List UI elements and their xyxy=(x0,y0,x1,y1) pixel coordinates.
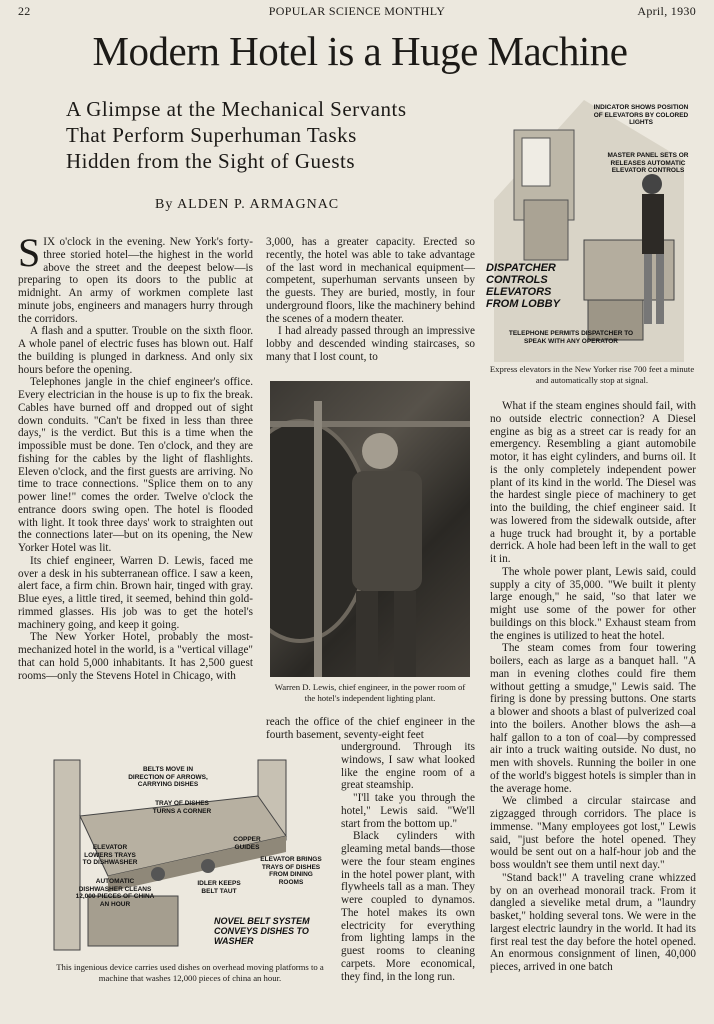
col3-paragraph: The whole power plant, Lewis said, could supply a city of 35,000. "We built it plenty large enough," he said, "so that later we might use some of the power for other buildings on this block." Exhaust steam from the engines is utilized to heat the hotel. xyxy=(490,565,696,642)
label-elevator-lowers: ELEVATOR LOWERS TRAYS TO DISHWASHER xyxy=(82,844,138,866)
page-number: 22 xyxy=(18,4,31,18)
column-2-continued xyxy=(266,716,475,742)
label-dispatcher: DISPATCHER CONTROLS ELEVATORS FROM LOBBY xyxy=(486,262,560,310)
mid-paragraph: underground. Through its windows, I saw what looked like the engine room of a great steamship. xyxy=(341,741,475,792)
col1-paragraph: Its chief engineer, Warren D. Lewis, faced me over a desk in his subterranean office. I saw a keen, alert face, a firm chin. Brown hair, tinged with gray. Blue eyes, a little tired, it seemed, behind thin gold-rimmed glasses. His job was to get the hotel's machinery going, and keep it going. xyxy=(18,554,253,631)
subtitle-line: A Glimpse at the Mechanical Servants xyxy=(66,97,407,121)
label-telephone: TELEPHONE PERMITS DISPATCHER TO SPEAK WITH ANY OPERATOR xyxy=(508,330,634,345)
col1-paragraph: Telephones jangle in the chief engineer's office. Every electrician in the house is up to fix the break. Cables have burned off and dropped out of sight down conduits. "Can't be fixed in less than three days," is the verdict. But this is a time when the impossible must be done. Ten o'clock, and they are fishing for the cables by the light of flashlights. Eleven o'clock, and the first guests are arriving. No time to trace connections. "Splice them on to any power line!" comes the order. Twelve o'clock the entrance doors swing open. The hotel is flooded with light. It took three days' work to straighten out the connections later—but on its opening, the New Yorker Hotel was lit. xyxy=(18,376,253,554)
belt-caption: This ingenious device carries used dishes on overhead moving platforms to a machine that washes 12,000 pieces of china an hour. xyxy=(56,962,324,983)
col3-paragraph: We climbed a circular staircase and zigzagged through corridors. The place is immense. "Many employees got lost," Lewis said, "just before the hotel opened. They would be sent out on a half-hour job and the boss wouldn't see them until next day." xyxy=(490,795,696,871)
engineer-photo-icon xyxy=(270,381,470,677)
column-middle xyxy=(341,741,475,983)
label-idler: IDLER KEEPS BELT TAUT xyxy=(197,880,241,895)
issue-date: April, 1930 xyxy=(637,4,696,18)
label-indicator: INDICATOR SHOWS POSITION OF ELEVATORS BY COLORED LIGHTS xyxy=(593,104,689,126)
col2-paragraph: 3,000, has a greater capacity. Erected so recently, the hotel was able to take advantage of the last word in mechanical equipment—competent, superhuman servants unseen by the guests. They are buried, mostly, in four underground floors, like the machinery behind the scenes of a modern theater. xyxy=(266,236,475,325)
drop-cap: S xyxy=(18,230,41,275)
label-tray: TRAY OF DISHES TURNS A CORNER xyxy=(152,800,212,815)
label-novel-belt: NOVEL BELT SYSTEM CONVEYS DISHES TO WASHER xyxy=(214,916,310,946)
label-automatic-dishwasher: AUTOMATIC DISHWASHER CLEANS 12,000 PIECES OF CHINA AN HOUR xyxy=(75,878,155,908)
col2-paragraph: I had already passed through an impressive lobby and descended winding staircases, so many that I lost count, to xyxy=(266,325,475,363)
label-master-panel: MASTER PANEL SETS OR RELEASES AUTOMATIC ELEVATOR CONTROLS xyxy=(607,152,689,174)
elevator-caption: Express elevators in the New Yorker rise 700 feet a minute and automatically stop at signal. xyxy=(489,364,695,385)
elevator-drawing-icon xyxy=(484,100,694,362)
photo-caption: Warren D. Lewis, chief engineer, in the power room of the hotel's independent lighting plant. xyxy=(274,682,466,703)
byline: By ALDEN P. ARMAGNAC xyxy=(155,197,340,212)
dish-belt-illustration xyxy=(48,756,328,956)
subtitle-line: Hidden from the Sight of Guests xyxy=(66,149,356,173)
engineer-photo xyxy=(270,381,470,677)
article-title: Modern Hotel is a Huge Machine xyxy=(92,28,628,74)
col1-paragraph: A flash and a sputter. Trouble on the sixth floor. A whole panel of electric fuses has blown out. Half the building is plunged in darkness. And only six hours before the opening. xyxy=(18,325,253,376)
running-head: POPULAR SCIENCE MONTHLY xyxy=(268,4,446,18)
column-3 xyxy=(490,400,696,974)
article-subtitle xyxy=(66,96,466,174)
col2-paragraph: reach the office of the chief engineer in the fourth basement, seventy-eight feet xyxy=(266,716,475,741)
elevator-dispatcher-illustration xyxy=(484,100,694,362)
col1-paragraph: The New Yorker Hotel, probably the most-mechanized hotel in the world, is a "vertical village" that can hold 5,000 inhabitants. It has 2,500 guest rooms—only the Stevens Hotel in Chicago, with xyxy=(18,631,253,682)
label-copper: COPPER GUIDES xyxy=(233,836,261,851)
col3-paragraph: The steam comes from four towering boilers, each as large as a banquet hall. "A man in evening clothes could fire them without getting a smudge," Lewis said. The firing is done by pressing buttons. One starts a blower and shoots a blast of pulverized coal into the boilers. Another blows the ash—a half gallon to a ton of coal—by compressed air into a truck waiting outside. No dust, no men with shovels. Running the boiler in one of the world's biggest hotels is simpler than in the average home. xyxy=(490,642,696,795)
col3-paragraph: "Stand back!" A traveling crane whizzed by on an overhead monorail track. From it dangled a sievelike metal drum, a "laundry basket," holding several tons. We were in the largest electric laundry in the world. It had its first real test the day before the hotel opened. An enormous consignment of linen, 40,000 pieces, arrived in one batch xyxy=(490,871,696,973)
mid-paragraph: "I'll take you through the hotel," Lewis said. "We'll start from the bottom up." xyxy=(341,792,475,830)
label-belts: BELTS MOVE IN DIRECTION OF ARROWS, CARRYING DISHES xyxy=(128,766,208,788)
label-elevator-brings: ELEVATOR BRINGS TRAYS OF DISHES FROM DINING ROOMS xyxy=(260,856,322,886)
column-1 xyxy=(18,230,253,682)
col3-paragraph: What if the steam engines should fail, with no outside electric connection? A Diesel engine as big as a street car is ready for an emergency. Resembling a giant automobile motor, it has eight cylinders, and burns oil. It is the only completely independent power plant of its kind in the world. The Diesel was the hardest single piece of machinery to get into the building, the chief engineer said. It was lowered from the sidewalk outside, after a huge truck had brought it, by a portable derrick. A hole had been left in the wall to get it in. xyxy=(490,400,696,565)
mid-paragraph: Black cylinders with gleaming metal bands—those were the four steam engines in the hotel power plant, with flywheels tall as a man. They were coupled to dynamos. The hotel makes its own electricity for everything from lighting lamps in the guest rooms to cleaning carpets. More economical, they find, in the long run. xyxy=(341,830,475,983)
col1-paragraph: IX o'clock in the evening. New York's forty-three storied hotel—the highest in the world above the street and the deepest below—is preparing to open its doors to the public at midnight. An army of workmen complete last minute jobs, engineers and managers hurry through the corridors. xyxy=(18,236,253,325)
column-2-top xyxy=(266,236,475,364)
subtitle-line: That Perform Superhuman Tasks xyxy=(66,123,357,147)
